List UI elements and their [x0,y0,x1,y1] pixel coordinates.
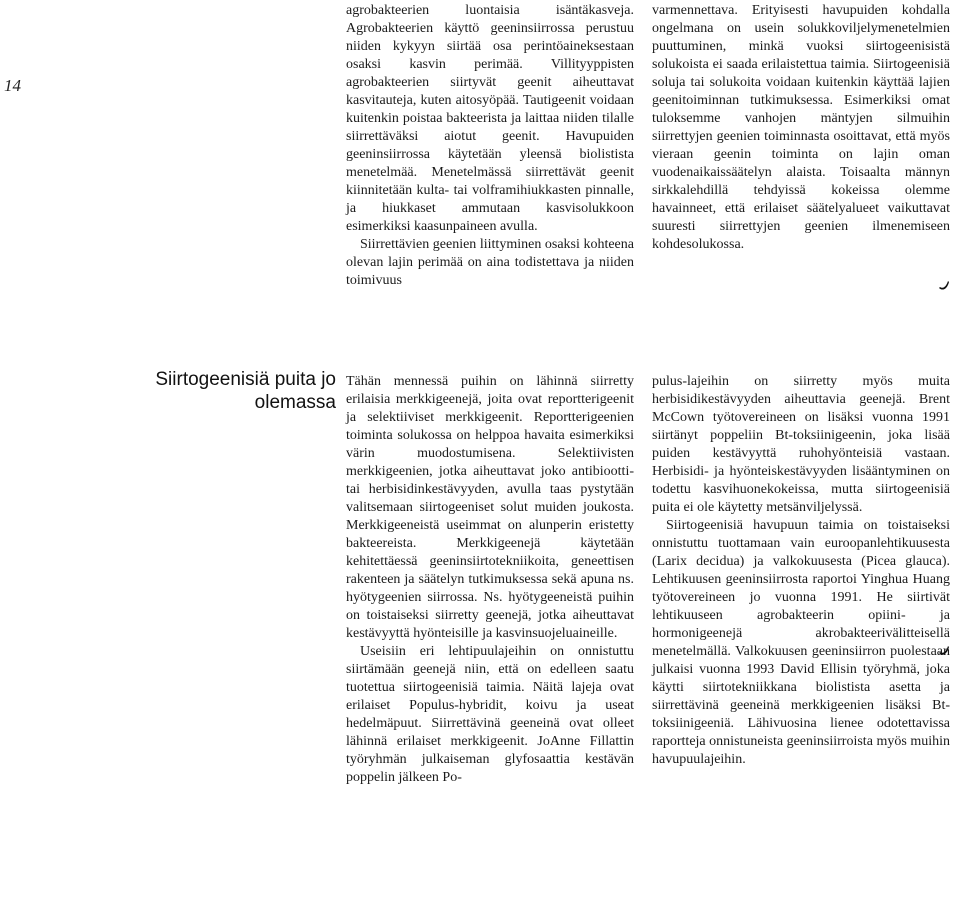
text-column-bottom-right [652,373,950,769]
text-column-top-right [652,2,950,254]
text-column-top-left [346,2,634,290]
section-heading: Siirtogeenisiä puita jo olemassa [155,369,336,413]
paragraph: Tähän mennessä puihin on lähinnä siirretty erilaisia merkkigeenejä, joita ovat reportterigeenit ja selektiiviset merkkigeenit. Reportterigeenien toiminta solukossa on helppoa havaita esimerkiksi värin muodostumisena. Selektiivisten merkkigeenien, jotka aiheuttavat joko antibiootti- tai herbisidinkestävyyden, avulla taas pystytään valitsemaan siirtogeeniset solut muiden joukosta. Merkkigeeneistä useimmat on alunperin eristetty bakteereista. Merkkigeenejä käytetään kehitettäessä geeninsiirtotekniikoita, geneettisen rakenteen ja säätelyn tutkimuksessa sekä apuna ns. hyötygeenien siirrossa. Ns. hyötygeeneistä puihin on toistaiseksi siirretty geenejä, jotka aiheuttavat kestävyyttä hyönteisille ja kasvinsuojeluaineille. [346,374,634,641]
paragraph: Siirrettävien geenien liittyminen osaksi kohteena olevan lajin perimää on aina todistettava ja niiden toimivuus [346,237,634,288]
paragraph: Siirtogeenisiä havupuun taimia on toistaiseksi onnistuttu tuottamaan vain euroopanlehtikuusesta (Larix decidua) ja valkokuusesta (Picea glauca). Lehtikuusen geeninsiirrosta raportoi Yinghua Huang työtovereineen jo vuonna 1991. He siirtivät lehtikuuseen agrobakteerin opiini- ja hormonigeenejä akrobakteerivälitteisellä menetelmällä. Valkokuusen geeninsiirron puolestaan julkaisi vuonna 1993 David Ellisin työryhmä, joka käytti siirtotekniikkana biolistista asetta ja siirrettävinä geeneinä merkkigeenien lisäksi Bt-toksiinigeeniä. Lähivuosina lienee odotettavissa raportteja onnistuneista geeninsiirroista myös muihin havupuulajeihin. [652,518,950,767]
paragraph: Useisiin eri lehtipuulajeihin on onnistuttu siirtämään geenejä niin, että on edelleen saatu tuotettua siirtogeenisiä taimia. Näitä lajeja ovat erilaiset Populus-hybridit, koivu ja useat hedelmäpuut. Siirrettävinä geeneinä ovat olleet lähinnä erilaiset merkkigeenit. JoAnne Fillattin työryhmän julkaiseman glyfosaattia kestävän poppelin jälkeen Po- [346,644,634,785]
paragraph: agrobakteerien luontaisia isäntäkasveja. Agrobakteerien käyttö geeninsiirrossa perustuu niiden kykyyn siirtää osa perintöaineksestaan osaksi kasvin perimää. Villityyppisten agrobakteerien siirtyvät geenit aiheuttavat kasvitauteja, kuten aitosyöpää. Tautigeenit voidaan kuitenkin poistaa bakteerista ja laittaa niiden tilalle siirrettäväksi aiotut geenit. Havupuiden geeninsiirrossa käytetään yleensä biolistista menetelmää. Menetelmässä siirrettävät geenit kiinnitetään kulta- tai volframihiukkasten pinnalle, ja hiukkaset ammutaan kasvisolukkoon esimerkiksi kaasunpaineen avulla. [346,3,634,234]
page-number: 14 [4,76,21,95]
print-mark-icon [937,278,951,292]
paragraph: pulus-lajeihin on siirretty myös muita herbisidikestävyyden aiheuttavia geenejä. Brent McCown työtovereineen on lisäksi vuonna 1991 siirtänyt poppeliin Bt-toksiinigeenin, joka lisää puiden kestävyyttä ruhohyönteisiä vastaan. Herbisidi- ja hyönteiskestävyyden lisääntyminen on todettu kasvihuonekokeissa, mutta siirtogeenisiä puita ei ole käytetty metsänviljelyssä. [652,374,950,515]
paragraph: varmennettava. Erityisesti havupuiden kohdalla ongelmana on usein solukkoviljelymenetelmien puuttuminen, minkä vuoksi siirtogeenisistä solukoista ei saada erilaistettua taimia. Siirtogeenisiä soluja tai solukoita voidaan kuitenkin käyttää lajien geenitoiminnan tutkimuksessa. Esimerkiksi omat tuloksemme vanhojen mäntyjen silmuihin siirrettyjen geenien toiminnasta osoittavat, että myös vieraan geenin toiminta on lajin oman vuodenaikaissäätelyn alaista. Toisaalta männyn sirkkalehdillä tehdyissä kokeissa olemme havainneet, että erilaiset säätelyalueet vaikuttavat suuresti siirrettyjen geenien ilmenemiseen kohdesolukossa. [652,3,950,252]
text-column-bottom-left [346,373,634,787]
print-mark-icon [937,643,951,657]
